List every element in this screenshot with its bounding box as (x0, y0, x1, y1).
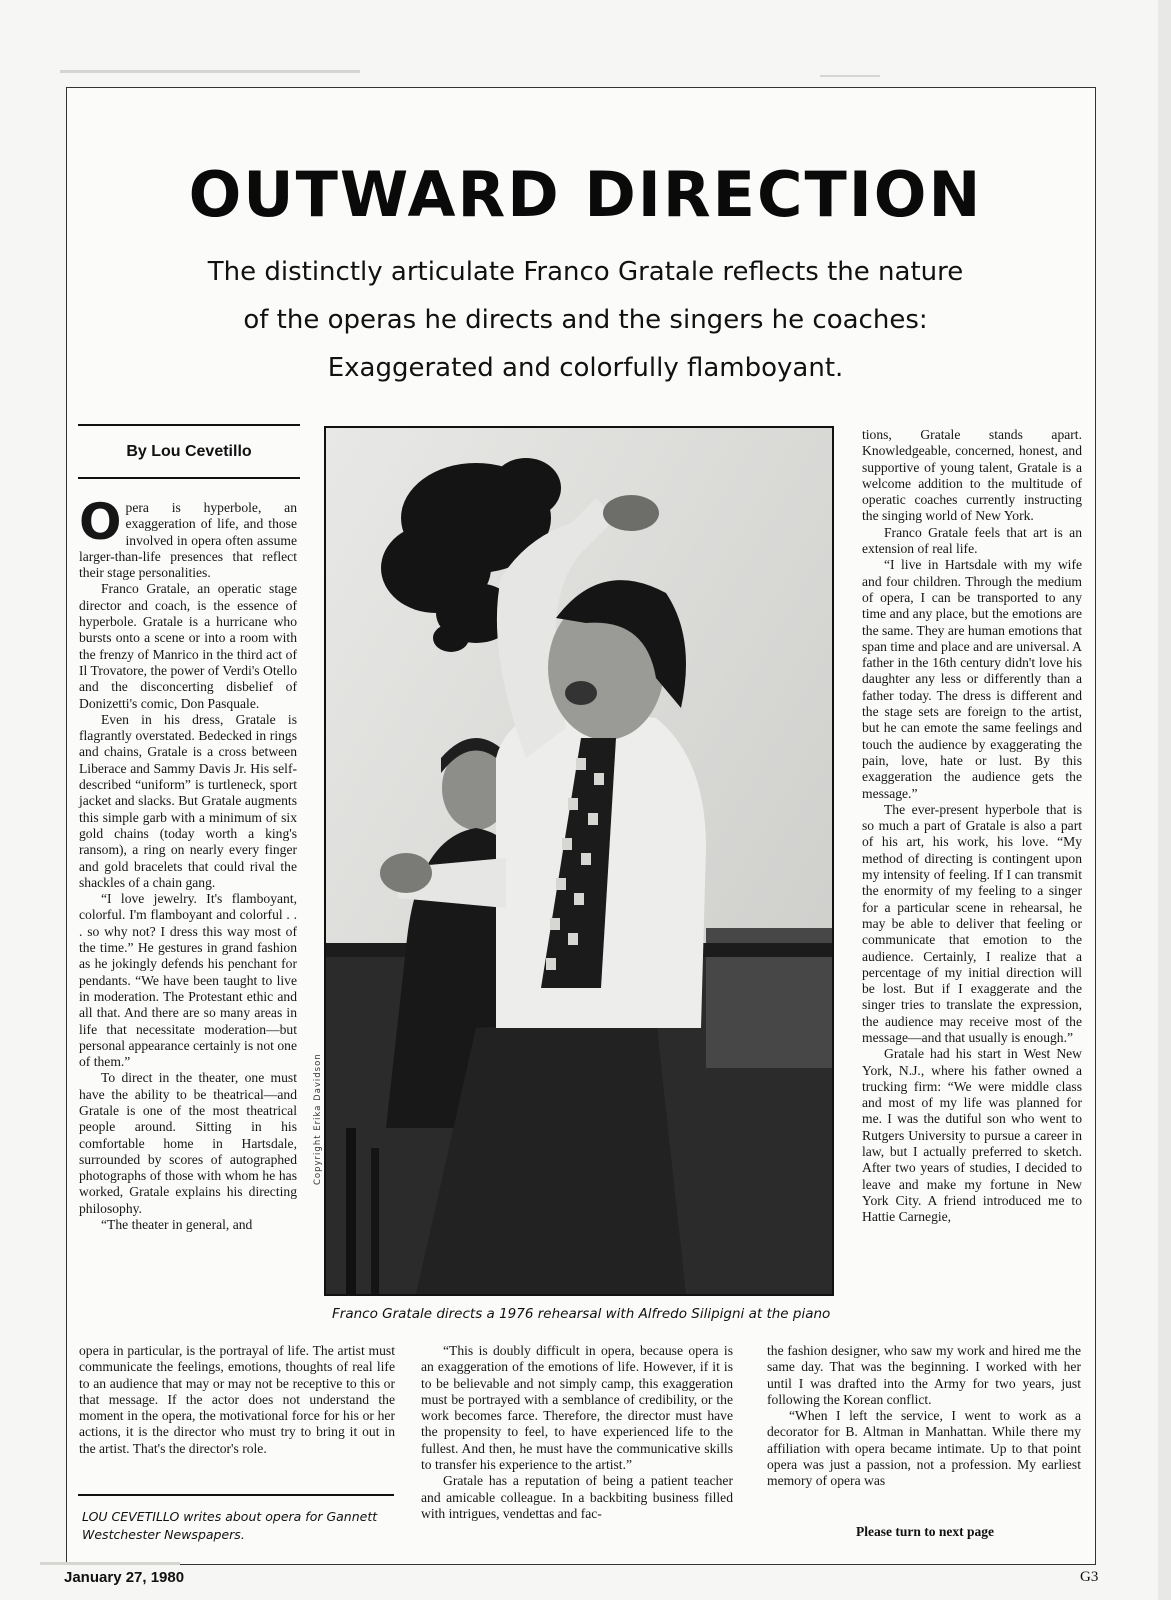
deck: The distinctly articulate Franco Gratale reflects the nature of the operas he directs and the singers he coaches: Exaggerated and colorfully flamboyant. (207, 257, 964, 383)
paragraph: Franco Gratale, an operatic stage director and coach, is the essence of hyperbole. Gratale is a hurricane who bursts onto a scene or into a room with the frenzy of Manrico in the third act of Il Trovatore, the power of Verdi's Otello and the disconcerting disbelief of Donizetti's comic, Don Pasquale. (79, 581, 297, 711)
photo-illustration (326, 428, 832, 1294)
paragraph: Opera is hyperbole, an exaggeration of life, and those involved in opera often assume larger-than-life presences that reflect their stage personalities. (79, 493, 297, 581)
paragraph: Gratale had his start in West New York, N.J., where his father owned a trucking firm: “We were middle class and most of my life was planned for me. I was the dutiful son who went to Rutgers University to pursue a career in law, but I actually preferred to sketch. After two years of studies, I decided to leave and make my fortune in New York City. A friend introduced me to Hattie Carnegie, (862, 1046, 1082, 1225)
divider (78, 1494, 394, 1496)
paragraph: opera in particular, is the portrayal of life. The artist must communicate the feelings, emotions, thoughts of real life to an audience that may or may not be receptive to this or that message. If the actor does not understand the moment in the opera, the motivational force for his or her actions, it is the director who must try to bring it out in the artist. That's the director's role. (79, 1343, 395, 1456)
paragraph: The ever-present hyperbole that is so much a part of Gratale is also a part of his art, his work, his love. “My method of directing is contingent upon my intensity of feeling. If I can transmit the enormity of my feeling to a singer for a particular scene in rehearsal, he may be able to deliver that feeling or communicate that emotion to the audience. Certainly, I realize that a percentage of my initial direction will be lost. But if I exaggerate and the singer tries to translate the expression, the audience may receive most of the message—and that usually is enough.” (862, 801, 1082, 1045)
drop-cap: O (79, 493, 122, 551)
paragraph: “This is doubly difficult in opera, because opera is an exaggeration of the emotions of life. However, if it is to be believable and not simply camp, this exaggeration must be portrayed with a semblance of credibility, or the work becomes farce. Therefore, the director must have the propensity to feel, to have experienced life to the fullest. And then, he must have the communicative skills to transfer his experience to the artist.” (421, 1343, 733, 1473)
author-bio: LOU CEVETILLO writes about opera for Gannett Westchester Newspapers. (82, 1509, 378, 1542)
paragraph: Franco Gratale feels that art is an extension of real life. (862, 524, 1082, 557)
issue-date: January 27, 1980 (64, 1569, 185, 1586)
paragraph: “I love jewelry. It's flamboyant, colorful. I'm flamboyant and colorful . . . so why not? I dress this way most of the time.” He gestures in grand fashion as he jokingly defends his penchant for pendants. “We have been taught to live in moderation. The Protestant ethic and all that. And there are so many areas in life that necessitate moderation—but personal appearance certainly is not one of them.” (79, 891, 297, 1070)
headline: OUTWARD DIRECTION (188, 158, 983, 231)
paragraph: tions, Gratale stands apart. Knowledgeable, concerned, honest, and supportive of young talent, Gratale is a welcome addition to the multitude of operatic coaches currently instructing the singing world of New York. (862, 427, 1082, 524)
paragraph: “I live in Hartsdale with my wife and four children. Through the medium of opera, I can be transported to any time and any place, but the emotions are the same. They are human emotions that span time and place and are universal. A father in the 16th century didn't love his daughter any less or differently than a father today. The dress is different and the stage sets are foreign to the artist, but he can emote the same feelings and touch the audience by exaggerating the pain, love, hate or lust. By this exaggeration the audience gets the message.” (862, 557, 1082, 801)
continued-notice: Please turn to next page (856, 1524, 994, 1539)
paragraph: “When I left the service, I went to work as a decorator for B. Altman in Manhattan. While there my affiliation with opera became intimate. Up to that point opera was just a passion, not a profession. My earliest memory of opera was (767, 1408, 1081, 1489)
photo-caption: Franco Gratale directs a 1976 rehearsal with Alfredo Silipigni at the piano (332, 1306, 831, 1322)
paragraph: To direct in the theater, one must have the ability to be theatrical—and Gratale is one of the most theatrical people around. Sitting in his comfortable home in Hartsdale, surrounded by scores of autographed photographs of those with whom he has worked, Gratale explains his directing philosophy. (79, 1070, 297, 1216)
paragraph: the fashion designer, who saw my work and hired me the same day. That was the beginning. I worked with her until I was drafted into the Army for two years, just following the Korean conflict. (767, 1343, 1081, 1407)
column-2 (421, 1343, 733, 1522)
column-1-continued (79, 1343, 395, 1457)
column-3-continued (767, 1343, 1081, 1490)
byline: By Lou Cevetillo (78, 424, 300, 479)
page-number: G3 (1080, 1569, 1099, 1585)
column-1 (79, 493, 297, 1233)
paragraph: Even in his dress, Gratale is flagrantly overstated. Bedecked in rings and chains, Gratale is a cross between Liberace and Sammy Davis Jr. His self-described “uniform” is turtleneck, sport jacket and slacks. But Gratale augments this simple garb with a minimum of six gold chains (today worth a king's ransom), a ring on nearly every finger and gold bracelets that could rival the shackles of a chain gang. (79, 711, 297, 890)
photo-credit: Copyright Erika Davidson (313, 1053, 323, 1185)
paragraph: Gratale has a reputation of being a patient teacher and amicable colleague. In a backbiting business filled with intrigues, vendettas and fac- (421, 1473, 733, 1521)
photograph (324, 426, 834, 1296)
column-3 (862, 427, 1082, 1226)
paragraph: “The theater in general, and (101, 1217, 253, 1233)
